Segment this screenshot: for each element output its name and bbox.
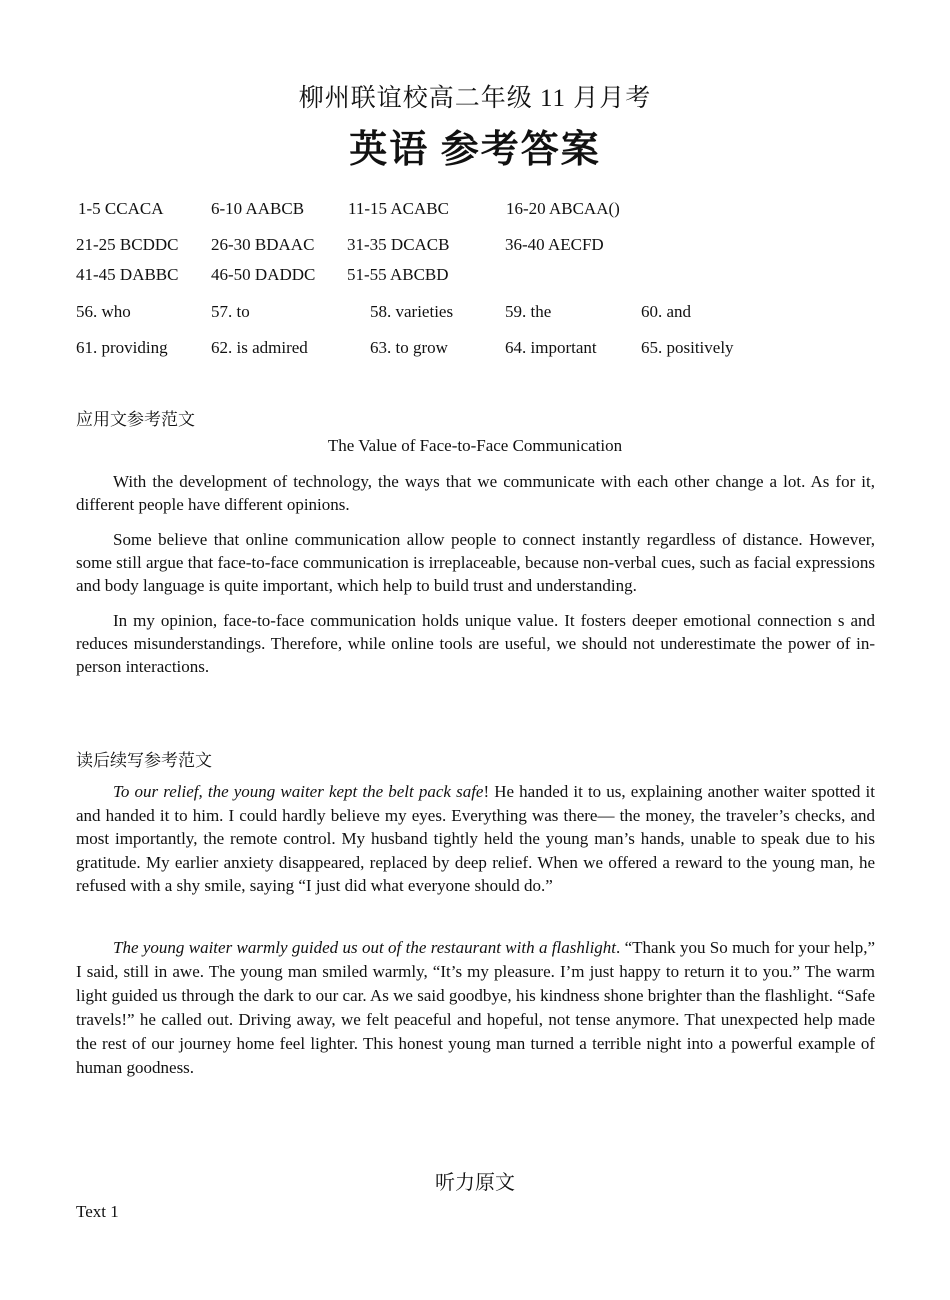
essay-title: The Value of Face-to-Face Communication bbox=[327, 436, 623, 455]
answer-item: 65. positively bbox=[641, 338, 734, 357]
answer-group: 21-25 BCDDC bbox=[76, 235, 179, 254]
answer-item: 56. who bbox=[76, 302, 131, 321]
answer-group: 46-50 DADDC bbox=[211, 265, 316, 284]
answer-item: 63. to grow bbox=[370, 338, 448, 357]
answer-item: 64. important bbox=[505, 338, 597, 357]
answer-group: 16-20 ABCAA() bbox=[506, 199, 620, 218]
answer-group: 26-30 BDAAC bbox=[211, 235, 315, 254]
answer-group: 31-35 DCACB bbox=[347, 235, 450, 254]
answer-group: 11-15 ACABC bbox=[348, 199, 449, 218]
given-opening-sentence: The young waiter warmly guided us out of the restaurant with a flashlight bbox=[113, 938, 617, 957]
given-opening-sentence: To our relief, the young waiter kept the belt pack safe bbox=[113, 782, 484, 801]
answer-item: 61. providing bbox=[76, 338, 168, 357]
essay-paragraph: In my opinion, face-to-face communication holds unique value. It fosters deeper emotional connection s and reduces misunderstandings. Therefore, while online tools are useful, we should not underestimate the power of in-person interactions. bbox=[76, 611, 875, 676]
page-title: 英语 参考答案 bbox=[349, 129, 601, 171]
continuation-paragraph bbox=[76, 780, 875, 898]
exam-subtitle: 柳州联谊校高二年级 11 月月考 bbox=[298, 85, 652, 112]
answer-group: 41-45 DABBC bbox=[76, 265, 179, 284]
continuation-paragraph bbox=[76, 936, 875, 1080]
paragraph-body: ! He handed it to us, explaining another waiter spotted it and handed it to him. I could hardly believe my eyes. Everything was there— the money, the traveler’s checks, and most importantly, the remote control. My husband tightly held the young man’s hands, unable to speak due to his gratitude. My earlier anxiety disappeared, replaced by deep relief. When we offered a reward to the young man, he refused with a shy smile, saying “I just did what everyone should do.” bbox=[76, 782, 875, 896]
answer-item: 60. and bbox=[641, 302, 692, 321]
listening-title: 听力原文 bbox=[435, 1172, 515, 1194]
answer-group: 6-10 AABCB bbox=[211, 199, 305, 218]
answer-item: 58. varieties bbox=[370, 302, 454, 321]
essay-paragraph: Some believe that online communication allow people to connect instantly regardless of distance. However, some still argue that face-to-face communication is irreplaceable, because non-verbal cues, such as facial expressions and body language is quite important, which help to build trust and understanding. bbox=[76, 530, 875, 595]
answer-group: 36-40 AECFD bbox=[505, 235, 604, 254]
answer-group: 51-55 ABCBD bbox=[347, 265, 449, 284]
answer-item: 62. is admired bbox=[211, 338, 308, 357]
answer-group: 1-5 CCACA bbox=[78, 199, 164, 218]
paragraph-body: . “Thank you So much for your help,” I said, still in awe. The young man smiled warmly, “It’s my pleasure. I’m just happy to return it to you.” The warm light guided us through the dark to our car. As we said goodbye, his kindness shone brighter than the flashlight. “Safe travels!” he called out. Driving away, we felt peaceful and hopeful, not tense anymore. That unexpected help made the rest of our journey home feel lighter. This honest young man turned a terrible night into a powerful example of human goodness. bbox=[76, 938, 875, 1077]
essay-paragraph: With the development of technology, the ways that we communicate with each other change a lot. As for it, different people have different opinions. bbox=[76, 472, 875, 514]
answer-item: 59. the bbox=[505, 302, 552, 321]
practical-writing-label: 应用文参考范文 bbox=[76, 410, 195, 429]
continuation-writing-label: 读后续写参考范文 bbox=[76, 751, 212, 770]
listening-text-label: Text 1 bbox=[76, 1202, 119, 1221]
answer-item: 57. to bbox=[211, 302, 250, 321]
